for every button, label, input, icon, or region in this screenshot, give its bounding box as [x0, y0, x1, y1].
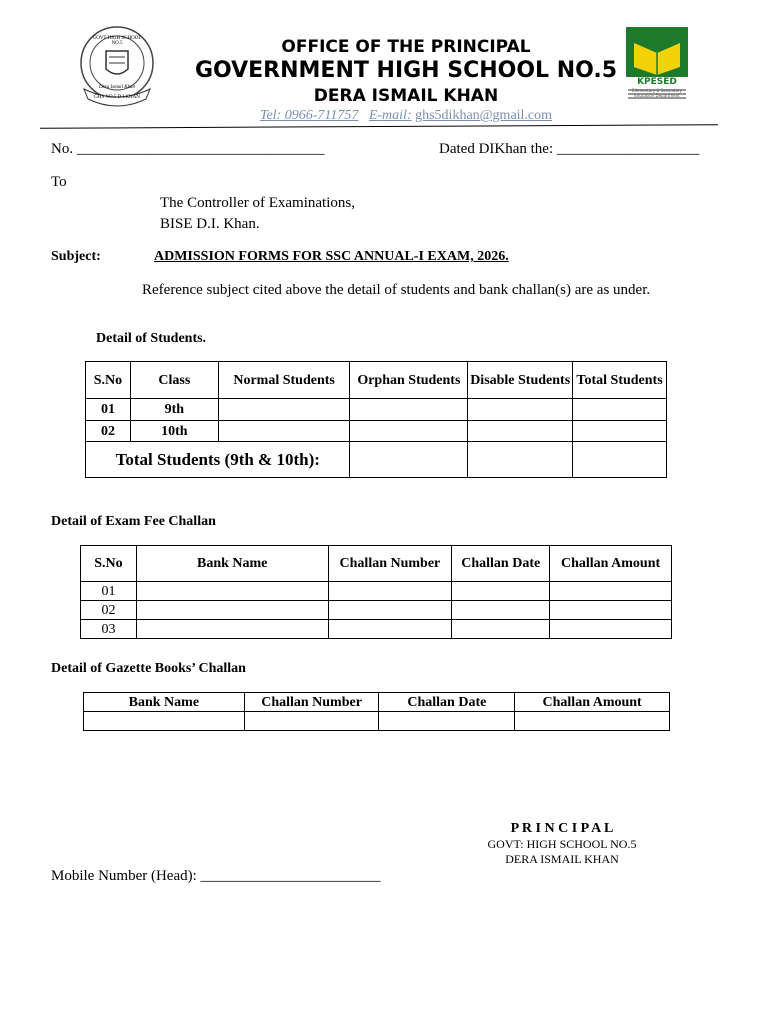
cell-challan-amount[interactable]: [550, 601, 672, 620]
cell-normal[interactable]: [218, 399, 350, 421]
cell-orphan[interactable]: [350, 421, 468, 442]
signature-line-1: GOVT: HIGH SCHOOL NO.5: [487, 837, 637, 851]
cell-grand-total[interactable]: [573, 442, 667, 478]
exam-fee-heading: Detail of Exam Fee Challan: [51, 514, 216, 529]
row-sno: 02: [81, 601, 137, 620]
table-row: [81, 601, 672, 620]
students-heading: Detail of Students.: [96, 331, 207, 346]
cell-challan-amount[interactable]: [550, 582, 672, 601]
col-header-normal: Normal Students: [218, 362, 350, 399]
col-header-challan-number: Challan Number: [328, 546, 452, 582]
dated-field: [439, 140, 699, 158]
reference-paragraph: Reference subject cited above the detail of students and bank challan(s) are as under.: [142, 282, 651, 298]
cell-challan-number[interactable]: [328, 620, 452, 639]
email-label: E-mail:: [368, 108, 412, 123]
col-header-orphan: Orphan Students: [350, 362, 468, 399]
students-table: [85, 361, 667, 478]
table-row: [86, 399, 667, 421]
col-header-sno: S.No: [81, 546, 137, 582]
cell-bank-name[interactable]: [84, 712, 245, 731]
email-link[interactable]: ghs5dikhan@gmail.com: [415, 108, 553, 123]
col-header-sno: S.No: [86, 362, 131, 399]
dated-label: Dated DIKhan the:: [439, 141, 554, 157]
crest-top-text: GOVT HIGH SCHOOL NO.5: [92, 36, 142, 46]
signature-line-2: DERA ISMAIL KHAN: [505, 852, 619, 866]
col-header-challan-amount: Challan Amount: [550, 546, 672, 582]
crest-ribbon-text: Dera Ismail Khan: [98, 85, 136, 90]
table-row: [86, 421, 667, 442]
addressee-line-1: The Controller of Examinations,: [160, 195, 355, 211]
row-sno: 02: [86, 421, 131, 442]
mobile-blank[interactable]: ________________________: [200, 868, 381, 884]
cell-orphan-total[interactable]: [350, 442, 468, 478]
no-blank[interactable]: _________________________________: [76, 141, 325, 157]
cell-challan-number[interactable]: [328, 582, 452, 601]
mobile-number-field: [51, 867, 381, 885]
gazette-table: [83, 692, 670, 731]
city-name: DERA ISMAIL KHAN: [313, 86, 499, 106]
no-label: No.: [51, 141, 74, 157]
cell-challan-number[interactable]: [244, 712, 379, 731]
col-header-bank-name: Bank Name: [136, 546, 328, 582]
col-header-class: Class: [130, 362, 218, 399]
col-header-challan-date: Challan Date: [379, 693, 515, 712]
principal-title: P R I N C I P A L: [510, 821, 614, 836]
kpesed-logo: [624, 27, 690, 105]
reference-number: [51, 140, 324, 158]
cell-bank-name[interactable]: [136, 601, 328, 620]
subject-label: Subject:: [51, 249, 101, 264]
exam-fee-table: [80, 545, 672, 639]
col-header-total: Total Students: [573, 362, 667, 399]
school-crest-logo: [76, 23, 158, 107]
cell-disable[interactable]: [468, 399, 573, 421]
row-sno: 01: [81, 582, 137, 601]
cell-total[interactable]: [573, 399, 667, 421]
cell-challan-amount[interactable]: [550, 620, 672, 639]
subject-text: ADMISSION FORMS FOR SSC ANNUAL-I EXAM, 2026.: [154, 249, 509, 264]
row-sno: 03: [81, 620, 137, 639]
cell-normal[interactable]: [218, 421, 350, 442]
kpesed-caption: Elementary & Secondary Education Department: [632, 88, 682, 98]
cell-challan-amount[interactable]: [515, 712, 670, 731]
table-row: [84, 712, 670, 731]
cell-orphan[interactable]: [350, 399, 468, 421]
cell-challan-number[interactable]: [328, 601, 452, 620]
col-header-challan-number: Challan Number: [244, 693, 379, 712]
crest-bottom-text: GHS NO.5 D.I.KHAN: [94, 95, 140, 100]
total-students-label: Total Students (9th & 10th):: [86, 442, 350, 478]
col-header-disable: Disable Students: [468, 362, 573, 399]
mobile-label: Mobile Number (Head):: [51, 868, 197, 884]
cell-total[interactable]: [573, 421, 667, 442]
cell-challan-date[interactable]: [452, 620, 550, 639]
contact-line: [180, 107, 632, 124]
cell-bank-name[interactable]: [136, 620, 328, 639]
office-title: OFFICE OF THE PRINCIPAL: [281, 37, 531, 57]
cell-disable[interactable]: [468, 421, 573, 442]
col-header-challan-date: Challan Date: [452, 546, 550, 582]
dated-blank[interactable]: ___________________: [556, 141, 700, 157]
row-sno: 01: [86, 399, 131, 421]
row-class: 10th: [130, 421, 218, 442]
gazette-heading: Detail of Gazette Books’ Challan: [51, 661, 246, 676]
header-divider: [40, 124, 718, 129]
col-header-challan-amount: Challan Amount: [515, 693, 670, 712]
to-label: To: [51, 174, 67, 190]
cell-challan-date[interactable]: [452, 601, 550, 620]
cell-disable-total[interactable]: [468, 442, 573, 478]
kpesed-name: KPESED: [637, 77, 677, 87]
table-row: [81, 620, 672, 639]
table-row: [81, 582, 672, 601]
tel-text: Tel: 0966-711757: [259, 108, 359, 123]
col-header-bank-name: Bank Name: [84, 693, 245, 712]
total-row: [86, 442, 667, 478]
addressee-line-2: BISE D.I. Khan.: [160, 216, 260, 232]
row-class: 9th: [130, 399, 218, 421]
cell-challan-date[interactable]: [452, 582, 550, 601]
cell-challan-date[interactable]: [379, 712, 515, 731]
school-name: GOVERNMENT HIGH SCHOOL NO.5: [194, 58, 618, 83]
cell-bank-name[interactable]: [136, 582, 328, 601]
